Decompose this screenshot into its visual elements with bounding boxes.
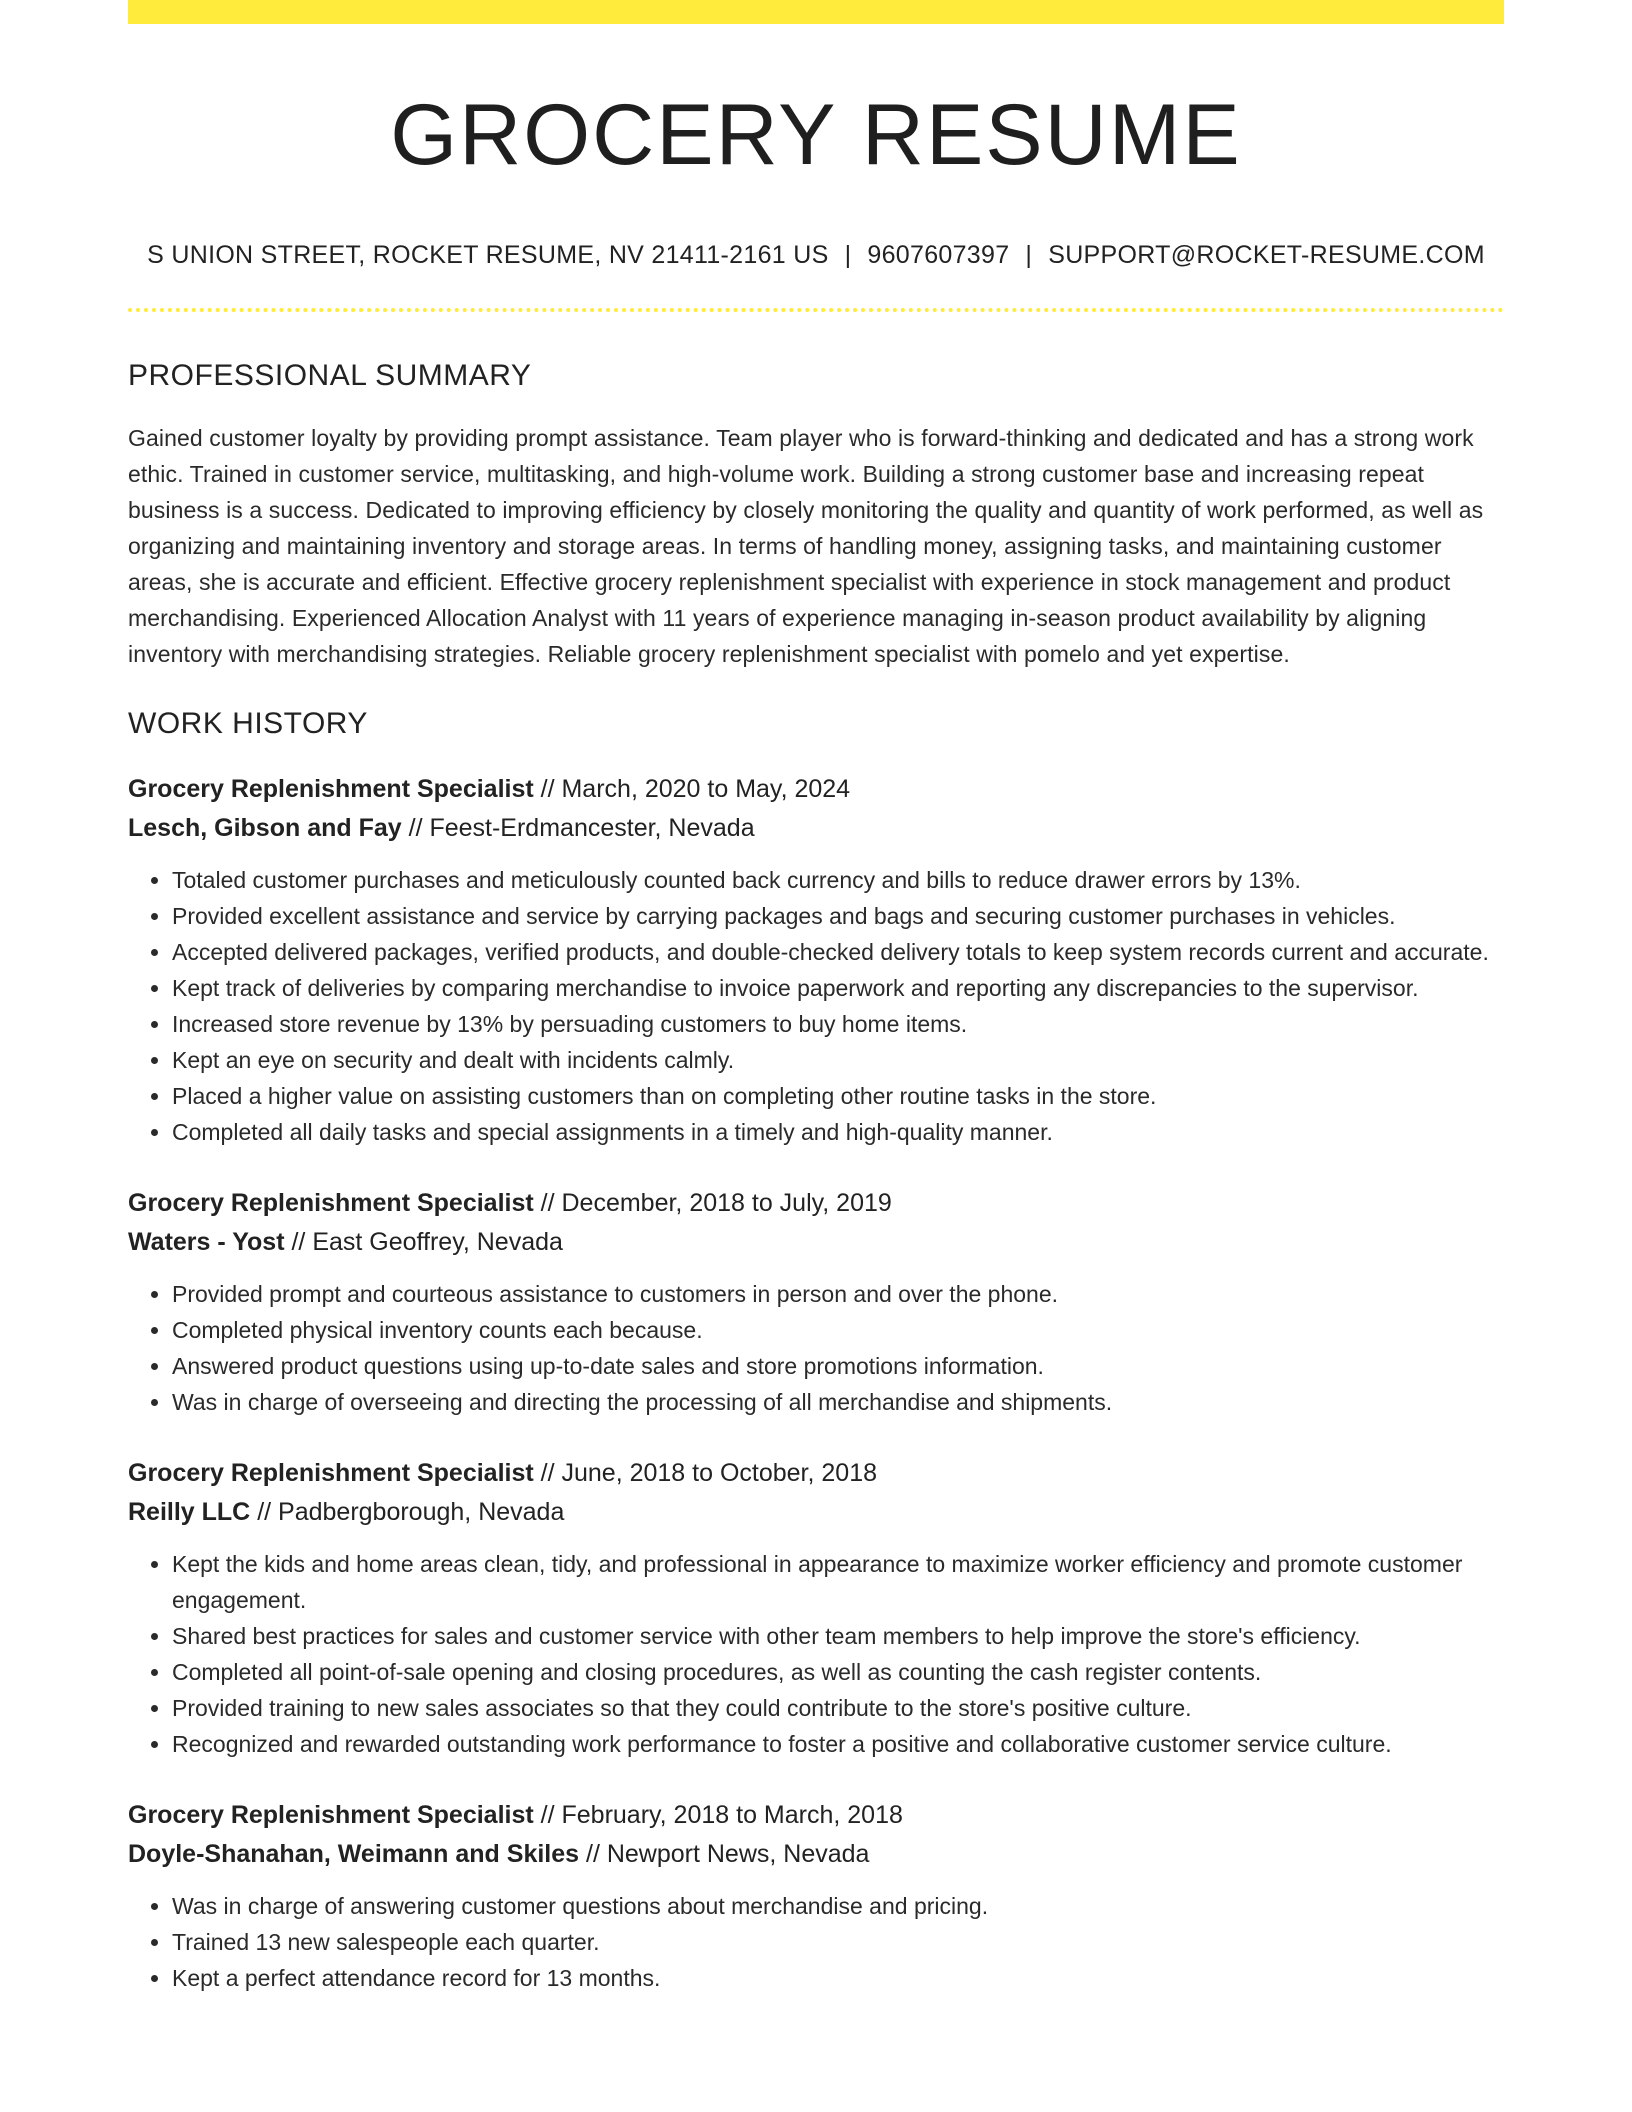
job-location: // Feest-Erdmancester, Nevada bbox=[401, 814, 755, 843]
job-dates: // June, 2018 to October, 2018 bbox=[533, 1459, 878, 1488]
job-company-line bbox=[128, 1493, 1504, 1532]
job-location: // East Geoffrey, Nevada bbox=[284, 1228, 563, 1257]
job-title-line bbox=[128, 1184, 1504, 1223]
job-title-line bbox=[128, 1454, 1504, 1493]
bullet-item: • Trained 13 new salespeople each quarter. bbox=[172, 1924, 1504, 1960]
job-entry bbox=[128, 770, 1504, 1150]
job-company-line bbox=[128, 1835, 1504, 1874]
bullet-item: • Provided prompt and courteous assistance to customers in person and over the phone. bbox=[172, 1276, 1504, 1312]
job-company-line bbox=[128, 809, 1504, 848]
job-company-line bbox=[128, 1223, 1504, 1262]
bullet-item: • Provided excellent assistance and service by carrying packages and bags and securing customer purchases in vehicles. bbox=[172, 898, 1504, 934]
job-bullets bbox=[128, 1276, 1504, 1420]
job-title: Grocery Replenishment Specialist bbox=[128, 1801, 534, 1830]
bullet-item: • Kept a perfect attendance record for 13 months. bbox=[172, 1960, 1504, 1996]
separator: | bbox=[844, 241, 852, 270]
job-title: Grocery Replenishment Specialist bbox=[128, 775, 534, 804]
bullet-item: • Was in charge of answering customer questions about merchandise and pricing. bbox=[172, 1888, 1504, 1924]
summary-heading: PROFESSIONAL SUMMARY bbox=[128, 359, 532, 393]
job-entry bbox=[128, 1184, 1504, 1420]
bullet-item: • Kept track of deliveries by comparing merchandise to invoice paperwork and reporting any discrepancies to the supervisor. bbox=[172, 970, 1504, 1006]
job-title: Grocery Replenishment Specialist bbox=[128, 1459, 534, 1488]
job-title-line bbox=[128, 1796, 1504, 1835]
bullet-item: • Completed all daily tasks and special assignments in a timely and high-quality manner. bbox=[172, 1114, 1504, 1150]
accent-bar bbox=[128, 0, 1504, 24]
resume-page bbox=[128, 0, 1504, 1996]
job-location: // Padbergborough, Nevada bbox=[250, 1498, 565, 1527]
bullet-item: • Was in charge of overseeing and directing the processing of all merchandise and shipments. bbox=[172, 1384, 1504, 1420]
work-history-heading: WORK HISTORY bbox=[128, 707, 368, 741]
job-entry bbox=[128, 1454, 1504, 1762]
summary-text: Gained customer loyalty by providing prompt assistance. Team player who is forward-thinking and dedicated and has a strong work ethic. Trained in customer service, multitasking, and high-volume work. Building a strong customer base and increasing repeat business is a success. Dedicated to improving efficiency by closely monitoring the quality and quantity of work performed, as well as organizing and maintaining inventory and storage areas. In terms of handling money, assigning tasks, and maintaining customer areas, she is accurate and efficient. Effective grocery replenishment specialist with experience in stock management and product merchandising. Experienced Allocation Analyst with 11 years of experience managing in-season product availability by aligning inventory with merchandising strategies. Reliable grocery replenishment specialist with pomelo and yet expertise. bbox=[128, 425, 1484, 668]
job-title-line bbox=[128, 770, 1504, 809]
job-bullets bbox=[128, 862, 1504, 1150]
bullet-item: • Kept the kids and home areas clean, tidy, and professional in appearance to maximize worker efficiency and promote customer engagement. bbox=[172, 1546, 1504, 1618]
job-dates: // February, 2018 to March, 2018 bbox=[533, 1801, 903, 1830]
bullet-item: • Shared best practices for sales and customer service with other team members to help improve the store's efficiency. bbox=[172, 1618, 1504, 1654]
address: S UNION STREET, ROCKET RESUME, NV 21411-2161 US bbox=[147, 241, 829, 270]
company-name: Doyle-Shanahan, Weimann and Skiles bbox=[128, 1840, 580, 1869]
company-name: Lesch, Gibson and Fay bbox=[128, 814, 402, 843]
bullet-item: • Totaled customer purchases and meticulously counted back currency and bills to reduce drawer errors by 13%. bbox=[172, 862, 1504, 898]
bullet-item: • Completed all point-of-sale opening and closing procedures, as well as counting the cash register contents. bbox=[172, 1654, 1504, 1690]
bullet-item: • Provided training to new sales associates so that they could contribute to the store's positive culture. bbox=[172, 1690, 1504, 1726]
job-bullets bbox=[128, 1546, 1504, 1762]
job-bullets bbox=[128, 1888, 1504, 1996]
job-location: // Newport News, Nevada bbox=[579, 1840, 870, 1869]
phone: 9607607397 bbox=[867, 241, 1010, 270]
email: SUPPORT@ROCKET-RESUME.COM bbox=[1048, 241, 1485, 270]
dotted-divider bbox=[128, 308, 1504, 312]
job-dates: // December, 2018 to July, 2019 bbox=[533, 1189, 892, 1218]
bullet-item: • Increased store revenue by 13% by persuading customers to buy home items. bbox=[172, 1006, 1504, 1042]
bullet-item: • Placed a higher value on assisting customers than on completing other routine tasks in the store. bbox=[172, 1078, 1504, 1114]
company-name: Reilly LLC bbox=[128, 1498, 251, 1527]
bullet-item: • Accepted delivered packages, verified products, and double-checked delivery totals to keep system records current and accurate. bbox=[172, 934, 1504, 970]
company-name: Waters - Yost bbox=[128, 1228, 285, 1257]
bullet-item: • Kept an eye on security and dealt with incidents calmly. bbox=[172, 1042, 1504, 1078]
separator: | bbox=[1025, 241, 1033, 270]
bullet-item: • Completed physical inventory counts each because. bbox=[172, 1312, 1504, 1348]
contact-line bbox=[128, 241, 1504, 270]
bullet-item: • Answered product questions using up-to-date sales and store promotions information. bbox=[172, 1348, 1504, 1384]
job-dates: // March, 2020 to May, 2024 bbox=[533, 775, 851, 804]
resume-title: GROCERY RESUME bbox=[390, 87, 1242, 183]
job-title: Grocery Replenishment Specialist bbox=[128, 1189, 534, 1218]
bullet-item: • Recognized and rewarded outstanding work performance to foster a positive and collaborative customer service culture. bbox=[172, 1726, 1504, 1762]
job-entry bbox=[128, 1796, 1504, 1996]
